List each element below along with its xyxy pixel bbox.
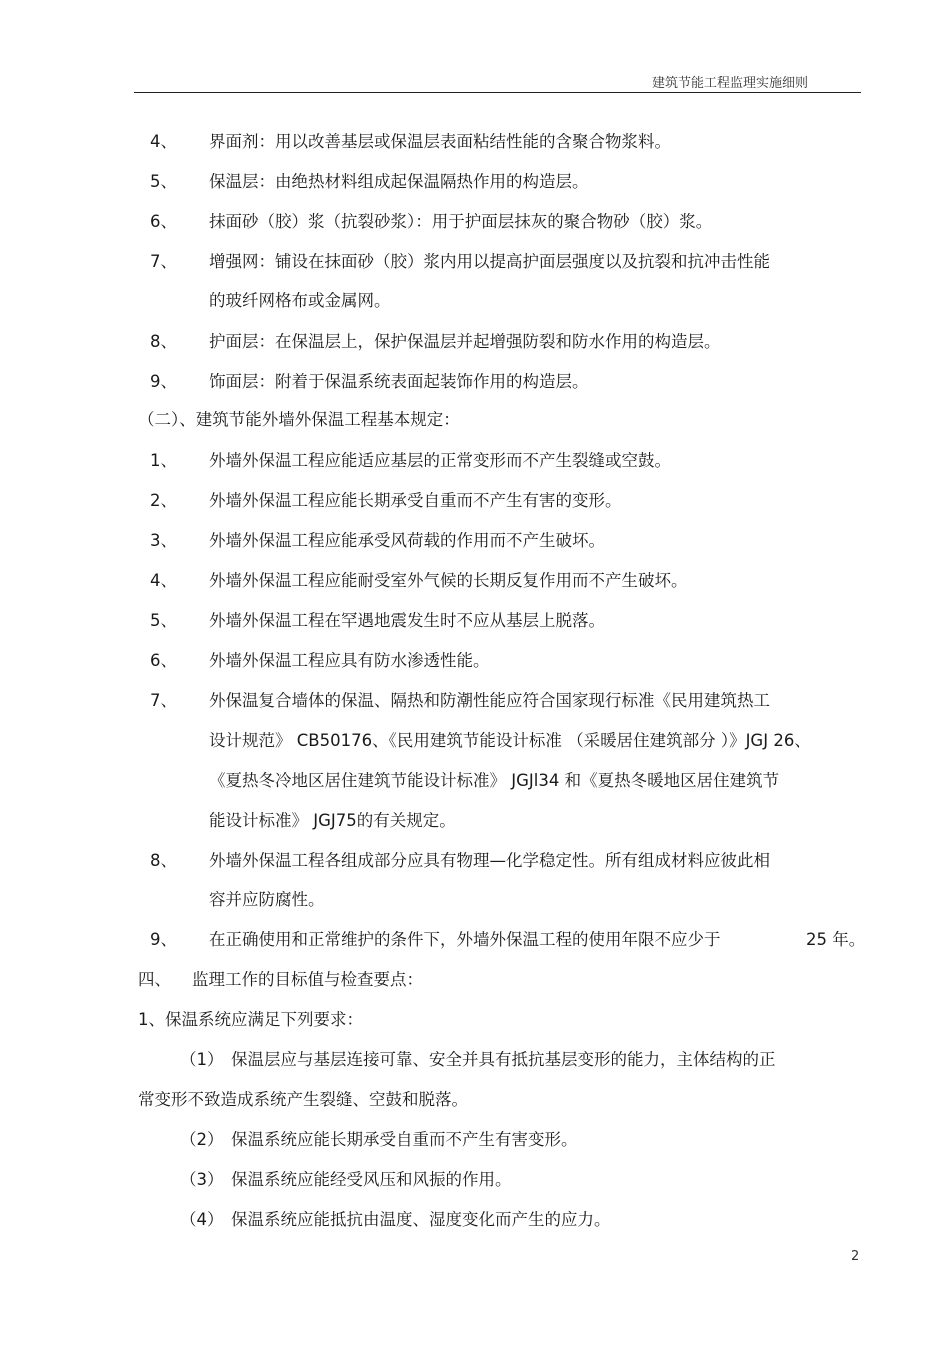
item-text: 外墙外保温工程应能长期承受自重而不产生有害的变形。: [209, 491, 622, 510]
item-number: （4）: [180, 1210, 224, 1229]
item-text: 外墙外保温工程各组成部分应具有物理—化学稳定性。所有组成材料应彼此相: [209, 851, 770, 870]
item-number: 1、: [150, 451, 177, 470]
item-number: 8、: [150, 332, 177, 351]
item-text: 抹面砂（胶）浆（抗裂砂浆）：用于护面层抹灰的聚合物砂（胶）浆。: [209, 212, 713, 231]
item-number: （3）: [180, 1170, 224, 1189]
item-text-continuation: 常变形不致造成系统产生裂缝、空鼓和脱落。: [138, 1090, 468, 1109]
item-text: 护面层：在保温层上，保护保温层并起增强防裂和防水作用的构造层。: [209, 332, 721, 351]
page-header-title: 建筑节能工程监理实施细则: [651, 76, 808, 91]
item-text: 外墙外保温工程应能耐受室外气候的长期反复作用而不产生破坏。: [209, 571, 688, 590]
item-text: 外墙外保温工程在罕遇地震发生时不应从基层上脱落。: [209, 611, 605, 630]
item-number: 6、: [150, 651, 177, 670]
item-number: 4、: [150, 571, 177, 590]
page-number: 2: [851, 1249, 860, 1264]
item-number: 5、: [150, 611, 177, 630]
item-text: 外墙外保温工程应具有防水渗透性能。: [209, 651, 490, 670]
item-text: 保温层：由绝热材料组成起保温隔热作用的构造层。: [209, 172, 589, 191]
section-heading-text: （二）、建筑节能外墙外保温工程基本规定：: [138, 410, 460, 429]
item-text-continuation: 的玻纤网格布或金属网。: [209, 291, 391, 310]
item-text: 保温系统应能经受风压和风振的作用。: [231, 1170, 512, 1189]
item-text: 外保温复合墙体的保温、隔热和防潮性能应符合国家现行标准《民用建筑热工: [209, 691, 770, 710]
item-number: （2）: [180, 1130, 224, 1149]
item-number: 3、: [150, 531, 177, 550]
subsection-heading-text: 1、保温系统应满足下列要求：: [138, 1010, 363, 1029]
item-text: 外墙外保温工程应能承受风荷载的作用而不产生破坏。: [209, 531, 605, 550]
item-text: 保温系统应能长期承受自重而不产生有害变形。: [231, 1130, 578, 1149]
item-number: 2、: [150, 491, 177, 510]
item-text: 在正确使用和正常维护的条件下，外墙外保温工程的使用年限不应少于: [209, 930, 721, 949]
header-rule: [134, 92, 861, 93]
item-text: 饰面层：附着于保温系统表面起装饰作用的构造层。: [209, 372, 589, 391]
item-number: 7、: [150, 252, 177, 271]
item-text: 界面剂：用以改善基层或保温层表面粘结性能的含聚合物浆料。: [209, 132, 671, 151]
item-text-tail: 25 年。: [806, 930, 866, 949]
item-text: 保温层应与基层连接可靠、安全并具有抵抗基层变形的能力，主体结构的正: [231, 1050, 776, 1069]
item-text: 增强网：铺设在抹面砂（胶）浆内用以提高护面层强度以及抗裂和抗冲击性能: [209, 252, 770, 271]
section-heading-text: 四、 监理工作的目标值与检查要点：: [138, 970, 423, 989]
item-text-continuation: 《夏热冬冷地区居住建筑节能设计标准》 JGJl34 和《夏热冬暖地区居住建筑节: [209, 771, 780, 790]
item-text-continuation: 容并应防腐性。: [209, 890, 325, 909]
item-text-continuation: 能设计标准》 JGJ75的有关规定。: [209, 811, 456, 830]
item-number: 7、: [150, 691, 177, 710]
item-text: 外墙外保温工程应能适应基层的正常变形而不产生裂缝或空鼓。: [209, 451, 671, 470]
item-number: 5、: [150, 172, 177, 191]
item-number: 6、: [150, 212, 177, 231]
item-number: 9、: [150, 930, 177, 949]
item-number: 4、: [150, 132, 177, 151]
item-text-continuation: 设计规范》 CB50176、《民用建筑节能设计标准 （采暖居住建筑部分 ）》JGJ 26、: [209, 731, 811, 750]
item-text: 保温系统应能抵抗由温度、湿度变化而产生的应力。: [231, 1210, 611, 1229]
item-number: 9、: [150, 372, 177, 391]
item-number: 8、: [150, 851, 177, 870]
item-number: （1）: [180, 1050, 224, 1069]
